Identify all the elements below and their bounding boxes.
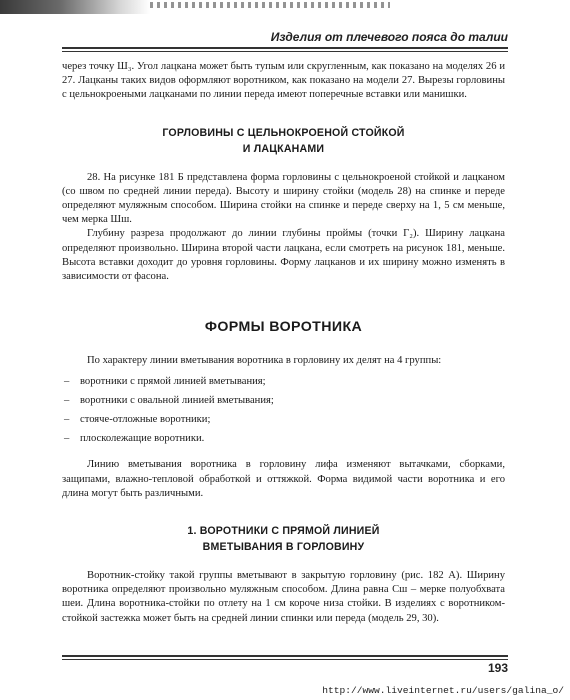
footer-rule: [62, 655, 508, 660]
list-item-text: воротники с прямой линией вметывания;: [80, 375, 266, 387]
list-item-text: стояче-отложные воротники;: [80, 414, 211, 426]
header-rule: [62, 47, 508, 52]
list-item: – плосколежащие воротники.: [64, 433, 205, 445]
chapter-heading-collar-forms: ФОРМЫ ВОРОТНИКА: [204, 319, 363, 336]
page-body: [62, 60, 505, 626]
section-heading-line: ВМЕТЫВАНИЯ В ГОРЛОВИНУ: [202, 541, 365, 554]
body-paragraph: Линию вметывания воротника в горловину лифа изменяют вытачками, сборками, защипами, влажно-тепловой обработкой и оттяжкой. Форма видимой части воротника и его длина могут быть различными.: [62, 459, 505, 499]
running-header: Изделия от плечевого пояса до талии: [270, 30, 508, 44]
collar-groups-list: [62, 375, 505, 447]
section-heading-neckline: [62, 125, 505, 157]
list-item-text: воротники с овальной линией вметывания;: [80, 394, 274, 406]
list-item-text: плосколежащие воротники.: [80, 433, 205, 445]
list-item: – стояче-отложные воротники;: [64, 414, 211, 426]
body-paragraph: Глубину разреза продолжают до линии глубины проймы (точки Г₂). Ширину лацкана определяют произвольно. Ширина второй части лацкана, если смотреть на рисунок 181, меньше. Высота вставки доходит до уровня горловины. Форму лацканов и их ширину можно изменять в зависимости от фасона.: [62, 228, 505, 283]
section-heading-line: И ЛАЦКАНАМИ: [242, 142, 325, 155]
list-item: – воротники с овальной линией вметывания;: [64, 394, 274, 406]
section-heading-line: ГОРЛОВИНЫ С ЦЕЛЬНОКРОЕНОЙ СТОЙКОЙ: [162, 126, 405, 139]
body-paragraph: 28. На рисунке 181 Б представлена форма горловины с цельнокроеной стойкой и лацканом (со швом по средней линии переда). Высоту и ширину стойки (модель 28) на спинке и переде определяют муляжным способом. Ширина стойки на спинке и переде сверху на 1, 5 см меньше, чем мерка Шш.: [62, 171, 505, 226]
body-paragraph: Воротник-стойку такой группы вметывают в закрытую горловину (рис. 182 А). Ширину воротника определяют произвольно муляжным способом. Длина равна Сш – мерке полуобхвата шеи. Длина воротника-стойки по отлету на 1 см короче низа стойки. В изделиях с воротником-стойкой застежка может быть на средней линии спинки или переда (модель 29, 30).: [62, 570, 505, 624]
section-heading-line: 1. ВОРОТНИКИ С ПРЯМОЙ ЛИНИЕЙ: [187, 525, 380, 538]
section-heading-straight-collars: [62, 523, 505, 555]
page-number: 193: [487, 661, 508, 675]
source-watermark: http://www.liveinternet.ru/users/galina_o/: [322, 685, 564, 696]
scan-edge-artifact-dots: [150, 2, 390, 8]
list-item: – воротники с прямой линией вметывания;: [64, 375, 266, 387]
intro-paragraph: через точку Ш₃. Угол лацкана может быть тупым или скругленным, как показано на моделях 26 и 27. Лацканы таких видов оформляют воротником, как показано на модели 27. Вырезы горловины с цельнокроеными лацканами по линии переда имеют поперечные вставки или манишки.: [62, 61, 505, 101]
body-paragraph: По характеру линии вметывания воротника в горловину их делят на 4 группы:: [87, 355, 442, 367]
scan-edge-artifact: [0, 0, 150, 14]
